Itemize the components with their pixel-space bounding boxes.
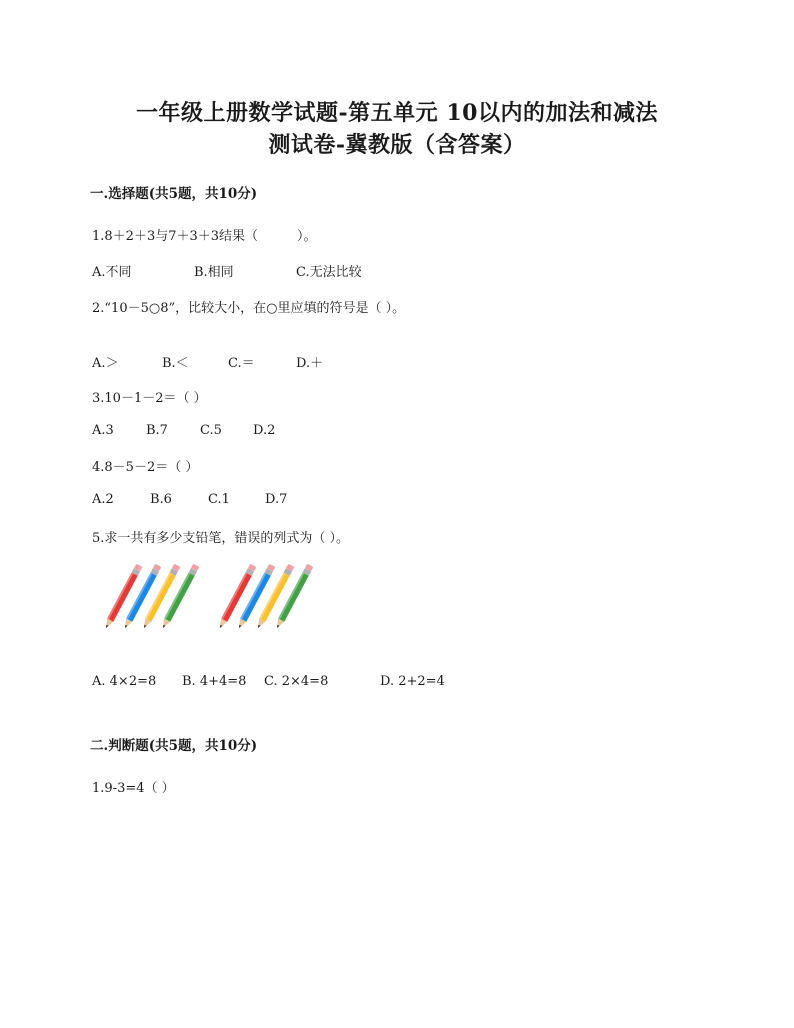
- question-5-text: 5.求一共有多少支铅笔，错误的列式为（ ）。: [92, 531, 350, 546]
- question-3-option-c: C.5: [200, 423, 222, 438]
- question-1-option-b: B.相同: [194, 265, 234, 280]
- question-3-option-b: B.7: [146, 423, 168, 438]
- judgement-question-1-text: 1.9-3=4（ ）: [92, 781, 175, 796]
- question-2-text: 2.“10－5○8”，比较大小，在○里应填的符号是（ ）。: [92, 301, 406, 316]
- question-4-option-a: A.2: [92, 492, 114, 507]
- question-1-text: 1.8＋2＋3与7＋3＋3结果（ ）。: [92, 229, 317, 244]
- question-5-option-b: B. 4+4=8: [182, 674, 247, 689]
- page-title-line1: 一年级上册数学试题-第五单元 10以内的加法和减法: [136, 100, 658, 126]
- pencil-icon: [141, 564, 181, 630]
- question-4-option-b: B.6: [150, 492, 172, 507]
- question-5-option-a: A. 4×2=8: [92, 674, 157, 689]
- question-1-option-a: A.不同: [92, 265, 132, 280]
- page-title-line2: 测试卷-冀教版（含答案）: [268, 132, 526, 158]
- question-4-option-c: C.1: [208, 492, 230, 507]
- question-2-option-b: B.＜: [162, 356, 189, 371]
- pencil-icon: [122, 564, 162, 630]
- question-4-option-d: D.7: [265, 492, 288, 507]
- pencil-icon: [103, 564, 143, 630]
- question-5-option-d: D. 2+2=4: [380, 674, 445, 689]
- question-2-option-d: D.＋: [296, 356, 324, 371]
- pencil-icon: [255, 564, 295, 630]
- question-2-option-a: A.＞: [92, 356, 119, 371]
- section-heading-choice: 一.选择题(共5题，共10分): [90, 186, 258, 202]
- question-3-text: 3.10－1－2＝（ ）: [92, 391, 207, 406]
- question-4-text: 4.8－5－2＝（ ）: [92, 460, 199, 475]
- pencil-icon: [160, 564, 200, 630]
- question-1-option-c: C.无法比较: [296, 265, 362, 280]
- pencil-icon: [236, 564, 276, 630]
- pencils-illustration: [92, 560, 322, 632]
- pencil-icon: [217, 564, 257, 630]
- section-heading-judgement: 二.判断题(共5题，共10分): [90, 738, 258, 754]
- question-5-option-c: C. 2×4=8: [264, 674, 329, 689]
- question-2-option-c: C.＝: [228, 356, 255, 371]
- question-3-option-d: D.2: [253, 423, 276, 438]
- pencil-icon: [274, 564, 314, 630]
- question-3-option-a: A.3: [92, 423, 114, 438]
